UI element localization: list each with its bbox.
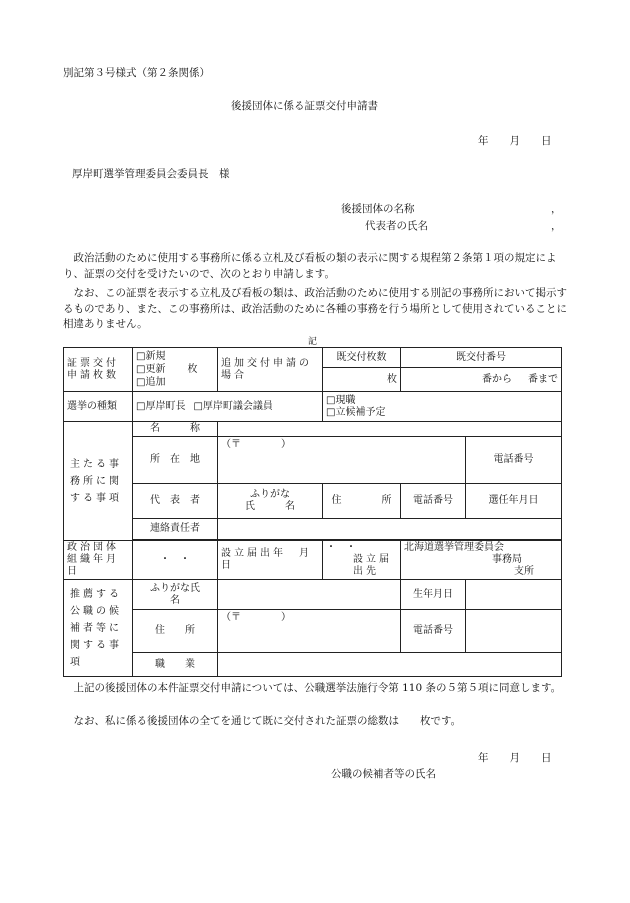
notify-dest-label: 設立届出先 [353,554,393,577]
candidate-postal: （〒 ） [218,610,401,653]
candidate-matters-label: 推薦する公職の候補者等に関する事項 [64,580,133,677]
notify-date-value: ・ ・ [326,542,357,553]
birth-date-label: 生年月日 [401,580,466,610]
rep-name-comma: ， [551,220,562,232]
form-number: 別記第３号様式（第２条関係） [63,67,210,79]
office-phone-label: 電話番号 [466,437,562,484]
occupation-value [218,653,562,677]
option-planned[interactable]: □立候補予定 [326,406,386,418]
notify-dest-value: 北海道選挙管理委員会 事務局 支所 [401,541,562,580]
issue-type-options [133,348,218,392]
office-name-label: 名 称 [133,422,218,437]
issued-number-label: 既交付番号 [401,348,562,368]
org-name-comma: ， [551,203,562,215]
option-add[interactable]: □追加 [136,377,166,388]
rep-furigana-name: ふりがな 氏 名 [218,484,323,519]
option-council[interactable]: □厚岸町議会議員 [193,400,273,412]
total-issued-statement: なお、私に係る後援団体の全てを通じて既に交付された証票の総数は 枚です。 [63,715,462,727]
election-type-options [133,392,323,422]
office-matters-label: 主たる事務所に関する事項 [64,422,133,541]
candidate-address-label: 住 所 [133,610,218,653]
notify-date-cell [323,541,401,580]
contact-person-label: 連絡責任者 [133,519,218,540]
issued-count-label: 既交付枚数 [323,348,401,368]
office-address-label: 所 在 地 [133,437,218,484]
option-mayor[interactable]: □厚岸町長 [136,400,186,412]
rep-address-label: 住 所 [323,484,401,519]
candidate-phone-value [466,610,562,653]
candidate-name-value [218,580,401,610]
consent-statement: 上記の後援団体の本件証票交付申請については、公職選挙法施行令第 110 条の５第５項に同意します。 [63,682,562,694]
issue-count-label: 証票交付申請枚数 [64,348,133,392]
rep-label: 代 表 者 [133,484,218,519]
additional-case-label: 追加交付申請の場合 [218,348,323,392]
addressee: 厚岸町選挙管理委員会委員長 様 [72,168,230,180]
appoint-date-label: 選任年月日 [466,484,562,519]
rep-name-label: 代表者の氏名 [365,220,428,232]
birth-date-value [466,580,562,610]
issued-number-range: 番から 番まで [401,368,562,392]
notify-date-label: 設立届出年 月 日 [218,541,323,580]
footer-date-line: 年 月 日 [478,752,552,764]
option-incumbent[interactable]: □現職 [326,394,356,406]
paragraph-1: 政治活動のために使用する事務所に係る立札及び看板の類の表示に関する規程第２条第１項の規定により、証票の交付を受けたいので、次のとおり申請します。 [63,252,557,280]
election-type-label: 選挙の種類 [64,392,133,422]
application-table [63,347,562,677]
ki-label: 記 [308,337,318,347]
paragraph-2: なお、この証票を表示する立札及び看板の類は、政治活動のために使用する別記の事務所において掲示するものであり、また、この事務所は、政治活動のために各種の事務を行う場所として使用されていることに相違ありません。 [63,287,567,330]
occupation-label: 職 業 [133,653,218,677]
candidate-furigana-name: ふりがな氏 名 [133,580,218,610]
option-renew[interactable]: □更新 枚 [136,364,198,375]
status-options [323,392,562,422]
org-date-label: 政治団体組織年月日 [64,541,133,580]
issued-count-value: 枚 [323,368,401,392]
option-new[interactable]: □新規 [136,351,166,362]
org-name-label: 後援団体の名称 [341,203,415,215]
contact-person-value [218,519,562,540]
office-name-value [218,422,562,437]
date-line: 年 月 日 [478,135,552,147]
document-title: 後援団体に係る証票交付申請書 [231,100,378,112]
org-date-value: ・ ・ [133,541,218,580]
rep-phone-label: 電話番号 [401,484,466,519]
candidate-phone-label: 電話番号 [401,610,466,653]
office-postal: （〒 ） [218,437,466,484]
candidate-name-label: 公職の候補者等の氏名 [331,768,436,780]
